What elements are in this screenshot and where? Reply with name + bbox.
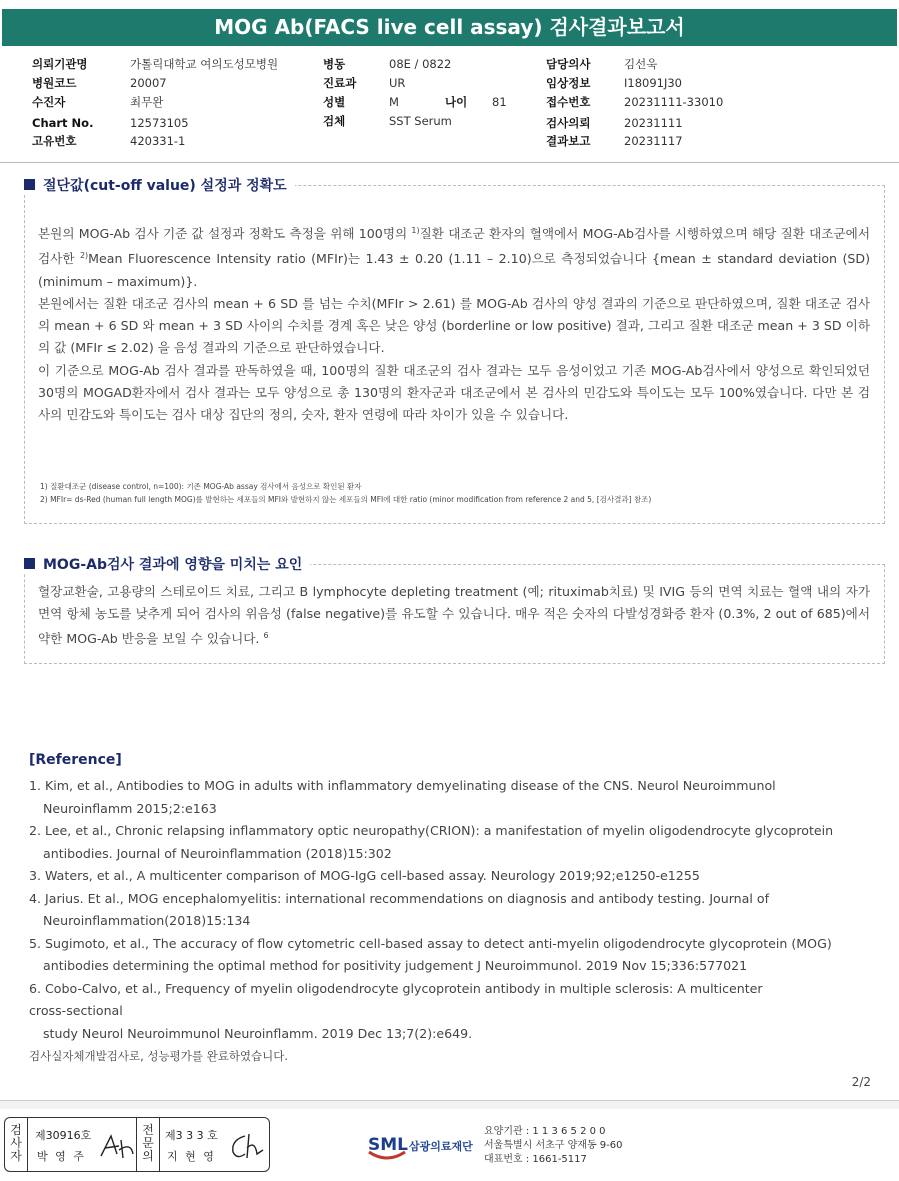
cutoff-body <box>38 220 870 426</box>
tester-title: 검사자 <box>10 1123 22 1163</box>
footnote-1: 1) 질환대조군 (disease control, n=100): 기존 MOG-Ab assay 검사에서 음성으로 확인된 환자 <box>40 482 362 491</box>
footer-divider <box>0 1100 899 1109</box>
sml-logo <box>367 1130 479 1168</box>
factors-paragraph: 혈장교환술, 고용량의 스테로이드 치료, 그리고 B lymphocyte depleting treatment (예; rituximab치료) 및 IVIG 등의 면역 치료는 혈액 내의 자가면역 항체 농도를 낮추게 되어 검사의 위음성 (false negative)를 유도할 수 있습니다. 매우 적은 숫자의 다발성경화증 환자 (0.3%, 2 out of 685)에서 약한 MOG-Ab 반응을 보일 수 있습니다. $^6$ <box>38 584 870 647</box>
clinical-label: 임상정보 <box>546 76 591 90</box>
age-label: 나이 <box>445 95 468 109</box>
svg-text:삼광의료재단: 삼광의료재단 <box>409 1140 473 1153</box>
reference-item-cont: cross-sectional <box>29 1003 123 1018</box>
reference-item: 5. Sugimoto, et al., The accuracy of flow cytometric cell-based assay to detect anti-myelin oligodendrocyte glycoprotein (MOG) <box>29 935 832 951</box>
hospital-code-label: 병원코드 <box>32 76 77 90</box>
validation-note: 검사실자체개발검사로, 성능평가를 완료하였습니다. <box>29 1049 289 1063</box>
reference-item: 3. Waters, et al., A multicenter comparison of MOG-IgG cell-based assay. Neurology 2019;92;e1250-e1255 <box>29 868 700 883</box>
tester-signature <box>97 1132 137 1162</box>
tester-name: 박 영 주 <box>37 1150 86 1163</box>
chart-value: 12573105 <box>130 116 189 130</box>
reference-item: 6. Cobo-Calvo, et al., Frequency of myelin oligodendrocyte glycoprotein antibody in multiple sclerosis: A multicenter <box>29 980 763 996</box>
contact-info <box>484 1125 623 1167</box>
unique-value: 420331-1 <box>130 134 186 148</box>
institution-value: 가톨릭대학교 여의도성모병원 <box>130 57 279 71</box>
doctor-value: 김선욱 <box>624 57 658 71</box>
specialist-title: 전문의 <box>142 1123 154 1163</box>
sml-logo-mark <box>367 1130 479 1164</box>
unique-label: 고유번호 <box>32 134 77 148</box>
specimen-label: 검체 <box>323 114 346 128</box>
receipt-value: 20231111-33010 <box>624 95 724 109</box>
square-bullet-icon <box>24 558 35 569</box>
dept-value: UR <box>389 76 406 90</box>
divider <box>0 162 899 163</box>
tester-license: 제30916호 <box>35 1129 92 1142</box>
specialist-license: 제3 3 3 호 <box>165 1129 218 1142</box>
cutoff-heading-text: 절단값(cut-off value) 설정과 정확도 <box>43 178 287 194</box>
report-label: 결과보고 <box>546 134 591 148</box>
reference-item: 1. Kim, et al., Antibodies to MOG in adults with inflammatory demyelinating disease of the CNS. Neurol Neuroimmunol <box>29 778 776 793</box>
factors-heading-text: MOG-Ab검사 결과에 영향을 미치는 요인 <box>43 557 303 573</box>
report-value: 20231117 <box>624 134 683 148</box>
doctor-label: 담당의사 <box>546 57 591 71</box>
reference-heading: [Reference] <box>29 752 122 768</box>
sex-label: 성별 <box>323 95 346 109</box>
reference-item-cont: antibodies. Journal of Neuroinflammation (2018)15:302 <box>43 845 392 861</box>
sex-value: M <box>389 95 399 109</box>
reference-item: 4. Jarius. Et al., MOG encephalomyelitis: international recommendations on diagnosis and antibody testing. Journal of <box>29 890 770 906</box>
reference-item-cont: Neuroinflammation(2018)15:134 <box>43 913 251 928</box>
examinee-value: 최무완 <box>130 95 164 109</box>
chart-label: Chart No. <box>32 116 94 130</box>
reference-item-cont: Neuroinflamm 2015;2:e163 <box>43 800 217 816</box>
square-bullet-icon <box>24 179 35 190</box>
factors-body <box>38 581 870 651</box>
request-value: 20231111 <box>624 116 683 130</box>
phone-number: 대표번호 : 1661-5117 <box>484 1154 587 1165</box>
svg-text:SML: SML <box>368 1135 408 1155</box>
address: 서울특별시 서초구 양재동 9-60 <box>484 1140 623 1151</box>
institution-label: 의뢰기관명 <box>32 57 88 71</box>
ward-label: 병동 <box>323 57 346 71</box>
cutoff-paragraph-3: 이 기준으로 MOG-Ab 검사 결과를 판독하였을 때, 100명의 질환 대조군의 검사 결과는 모두 음성이었고 기존 MOG-Ab검사에서 양성으로 확인되었던 30명의 MOGAD환자에서 검사 결과는 모두 양성으로 총 130명의 환자군과 대조군에서 본 검사의 민감도와 특이도는 모두 100%였습니다. 다만 본 검사의 민감도와 특이도는 검사 대상 집단의 정의, 숫자, 환자 연령에 따라 차이가 있을 수 있습니다. <box>38 362 870 422</box>
ward-value: 08E / 0822 <box>389 57 452 71</box>
institution-code: 요양기관 : 1 1 3 6 5 2 0 0 <box>484 1126 606 1137</box>
request-label: 검사의뢰 <box>546 116 591 130</box>
age-value: 81 <box>492 95 507 109</box>
footnote-2: 2) MFIr= ds-Red (human full length MOG)를 발현하는 세포들의 MFI와 발현하지 않는 세포들의 MFI에 대한 ratio (minor modification from reference 2 and 5, [검사결과] 참조) <box>40 495 652 504</box>
cutoff-section-heading <box>24 175 295 195</box>
tester-title-cell <box>5 1118 28 1171</box>
reference-item-cont: study Neurol Neuroimmunol Neuroinflamm. 2019 Dec 13;7(2):e649. <box>43 1025 473 1041</box>
reference-list <box>29 775 879 1045</box>
dept-label: 진료과 <box>323 76 357 90</box>
page-number: 2/2 <box>851 1075 871 1089</box>
signature-box <box>4 1117 270 1172</box>
report-title: MOG Ab(FACS live cell assay) 검사결과보고서 <box>2 9 897 46</box>
patient-info <box>0 55 899 155</box>
cutoff-paragraph-1: 본원의 MOG-Ab 검사 기준 값 설정과 정확도 측정을 위해 100명의 $^{1)}$질환 대조군 환자의 혈액에서 MOG-Ab검사를 시행하였으며 해당 질환 대조군에서 검사한 $^{2)}$Mean Fluorescence Intensity ratio (MFIr)는 1.43 ± 0.20 (1.11 – 2.10)으로 측정되었습니다 {mean ± standard deviation (SD) (minimum – maximum)}. <box>38 226 871 289</box>
receipt-label: 접수번호 <box>546 95 591 109</box>
cutoff-paragraph-2: 본원에서는 질환 대조군 검사의 mean + 6 SD 를 넘는 수치(MFIr > 2.61) 를 MOG-Ab 검사의 양성 결과의 기준으로 판단하였으며, 질환 대조군 검사의 mean + 6 SD 와 mean + 3 SD 사이의 수치를 경계 혹은 낮은 양성 (borderline or low positive) 결과, 그리고 질환 대조군 mean + 3 SD 이하의 값 (MFIr ≤ 2.02) 을 음성 결과의 기준으로 판단하였습니다. <box>38 295 870 356</box>
reference-item: 2. Lee, et al., Chronic relapsing inflammatory optic neuropathy(CRION): a manifestation of myelin oligodendrocyte glycoprotein <box>29 823 834 838</box>
examinee-label: 수진자 <box>32 95 66 109</box>
factors-section-heading <box>24 554 310 574</box>
hospital-code-value: 20007 <box>130 76 167 90</box>
clinical-value: I18091J30 <box>624 76 682 90</box>
specimen-value: SST Serum <box>389 114 452 128</box>
specialist-name: 지 현 영 <box>167 1150 216 1163</box>
specialist-signature <box>227 1130 267 1162</box>
reference-item-cont: antibodies determining the optimal method for positivity judgement J Neuroimmunol. 2019 Nov 15;336:577021 <box>43 958 748 973</box>
specialist-title-cell <box>136 1118 160 1171</box>
